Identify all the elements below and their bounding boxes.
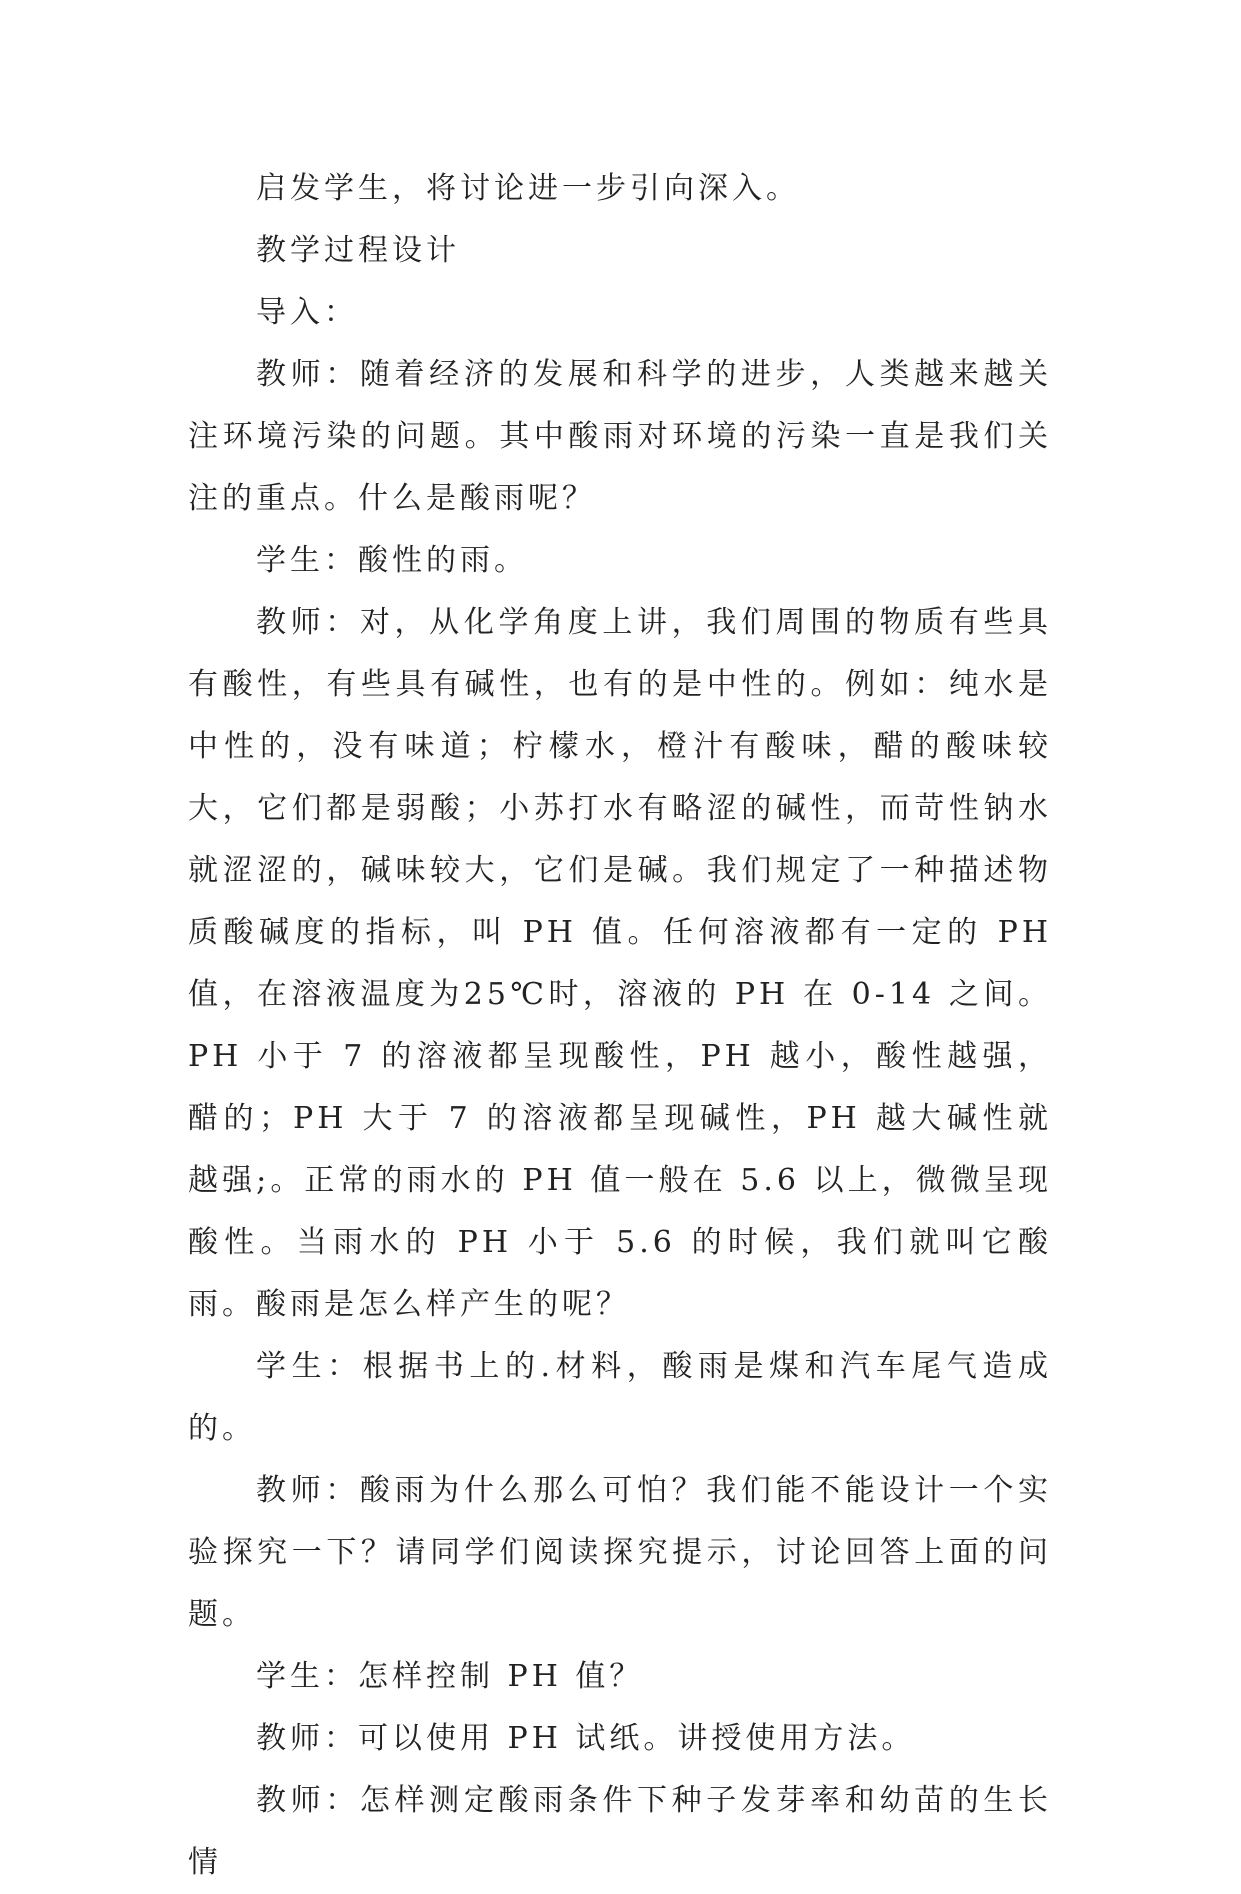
paragraph-student-1: 学生：酸性的雨。	[256, 543, 528, 578]
paragraph-teacher-5: 教师：怎样测定酸雨条件下种子发芽率和幼苗的生长情	[188, 1783, 1052, 1880]
paragraph-student-3: 学生：怎样控制 PH 值？	[256, 1659, 644, 1694]
document-body	[188, 158, 1052, 1894]
paragraph-student-2: 学生：根据书上的.材料，酸雨是煤和汽车尾气造成的。	[188, 1349, 1052, 1446]
paragraph-teacher-4: 教师：可以使用 PH 试纸。讲授使用方法。	[256, 1721, 916, 1756]
paragraph-intro-continuation: 启发学生，将讨论进一步引向深入。	[256, 171, 800, 206]
section-heading-teaching-process: 教学过程设计	[256, 233, 460, 268]
paragraph-teacher-2: 教师：对，从化学角度上讲，我们周围的物质有些具有酸性，有些具有碱性，也有的是中性的。例如：纯水是中性的，没有味道；柠檬水，橙汁有酸味，醋的酸味较大，它们都是弱酸；小苏打水有略涩的碱性，而苛性钠水就涩涩的，碱味较大，它们是碱。我们规定了一种描述物质酸碱度的指标，叫 PH 值。任何溶液都有一定的 PH 值，在溶液温度为25℃时，溶液的 PH 在 0-14 之间。PH 小于 7 的溶液都呈现酸性，PH 越小，酸性越强，醋的；PH 大于 7 的溶液都呈现碱性，PH 越大碱性就越强;。正常的雨水的 PH 值一般在 5.6 以上，微微呈现酸性。当雨水的 PH 小于 5.6 的时候，我们就叫它酸雨。酸雨是怎么样产生的呢？	[188, 605, 1052, 1322]
subheading-introduction: 导入：	[256, 295, 358, 330]
paragraph-teacher-3: 教师：酸雨为什么那么可怕？我们能不能设计一个实验探究一下？请同学们阅读探究提示，讨论回答上面的问题。	[188, 1473, 1052, 1632]
paragraph-teacher-1: 教师：随着经济的发展和科学的进步，人类越来越关注环境污染的问题。其中酸雨对环境的污染一直是我们关注的重点。什么是酸雨呢？	[188, 357, 1052, 516]
